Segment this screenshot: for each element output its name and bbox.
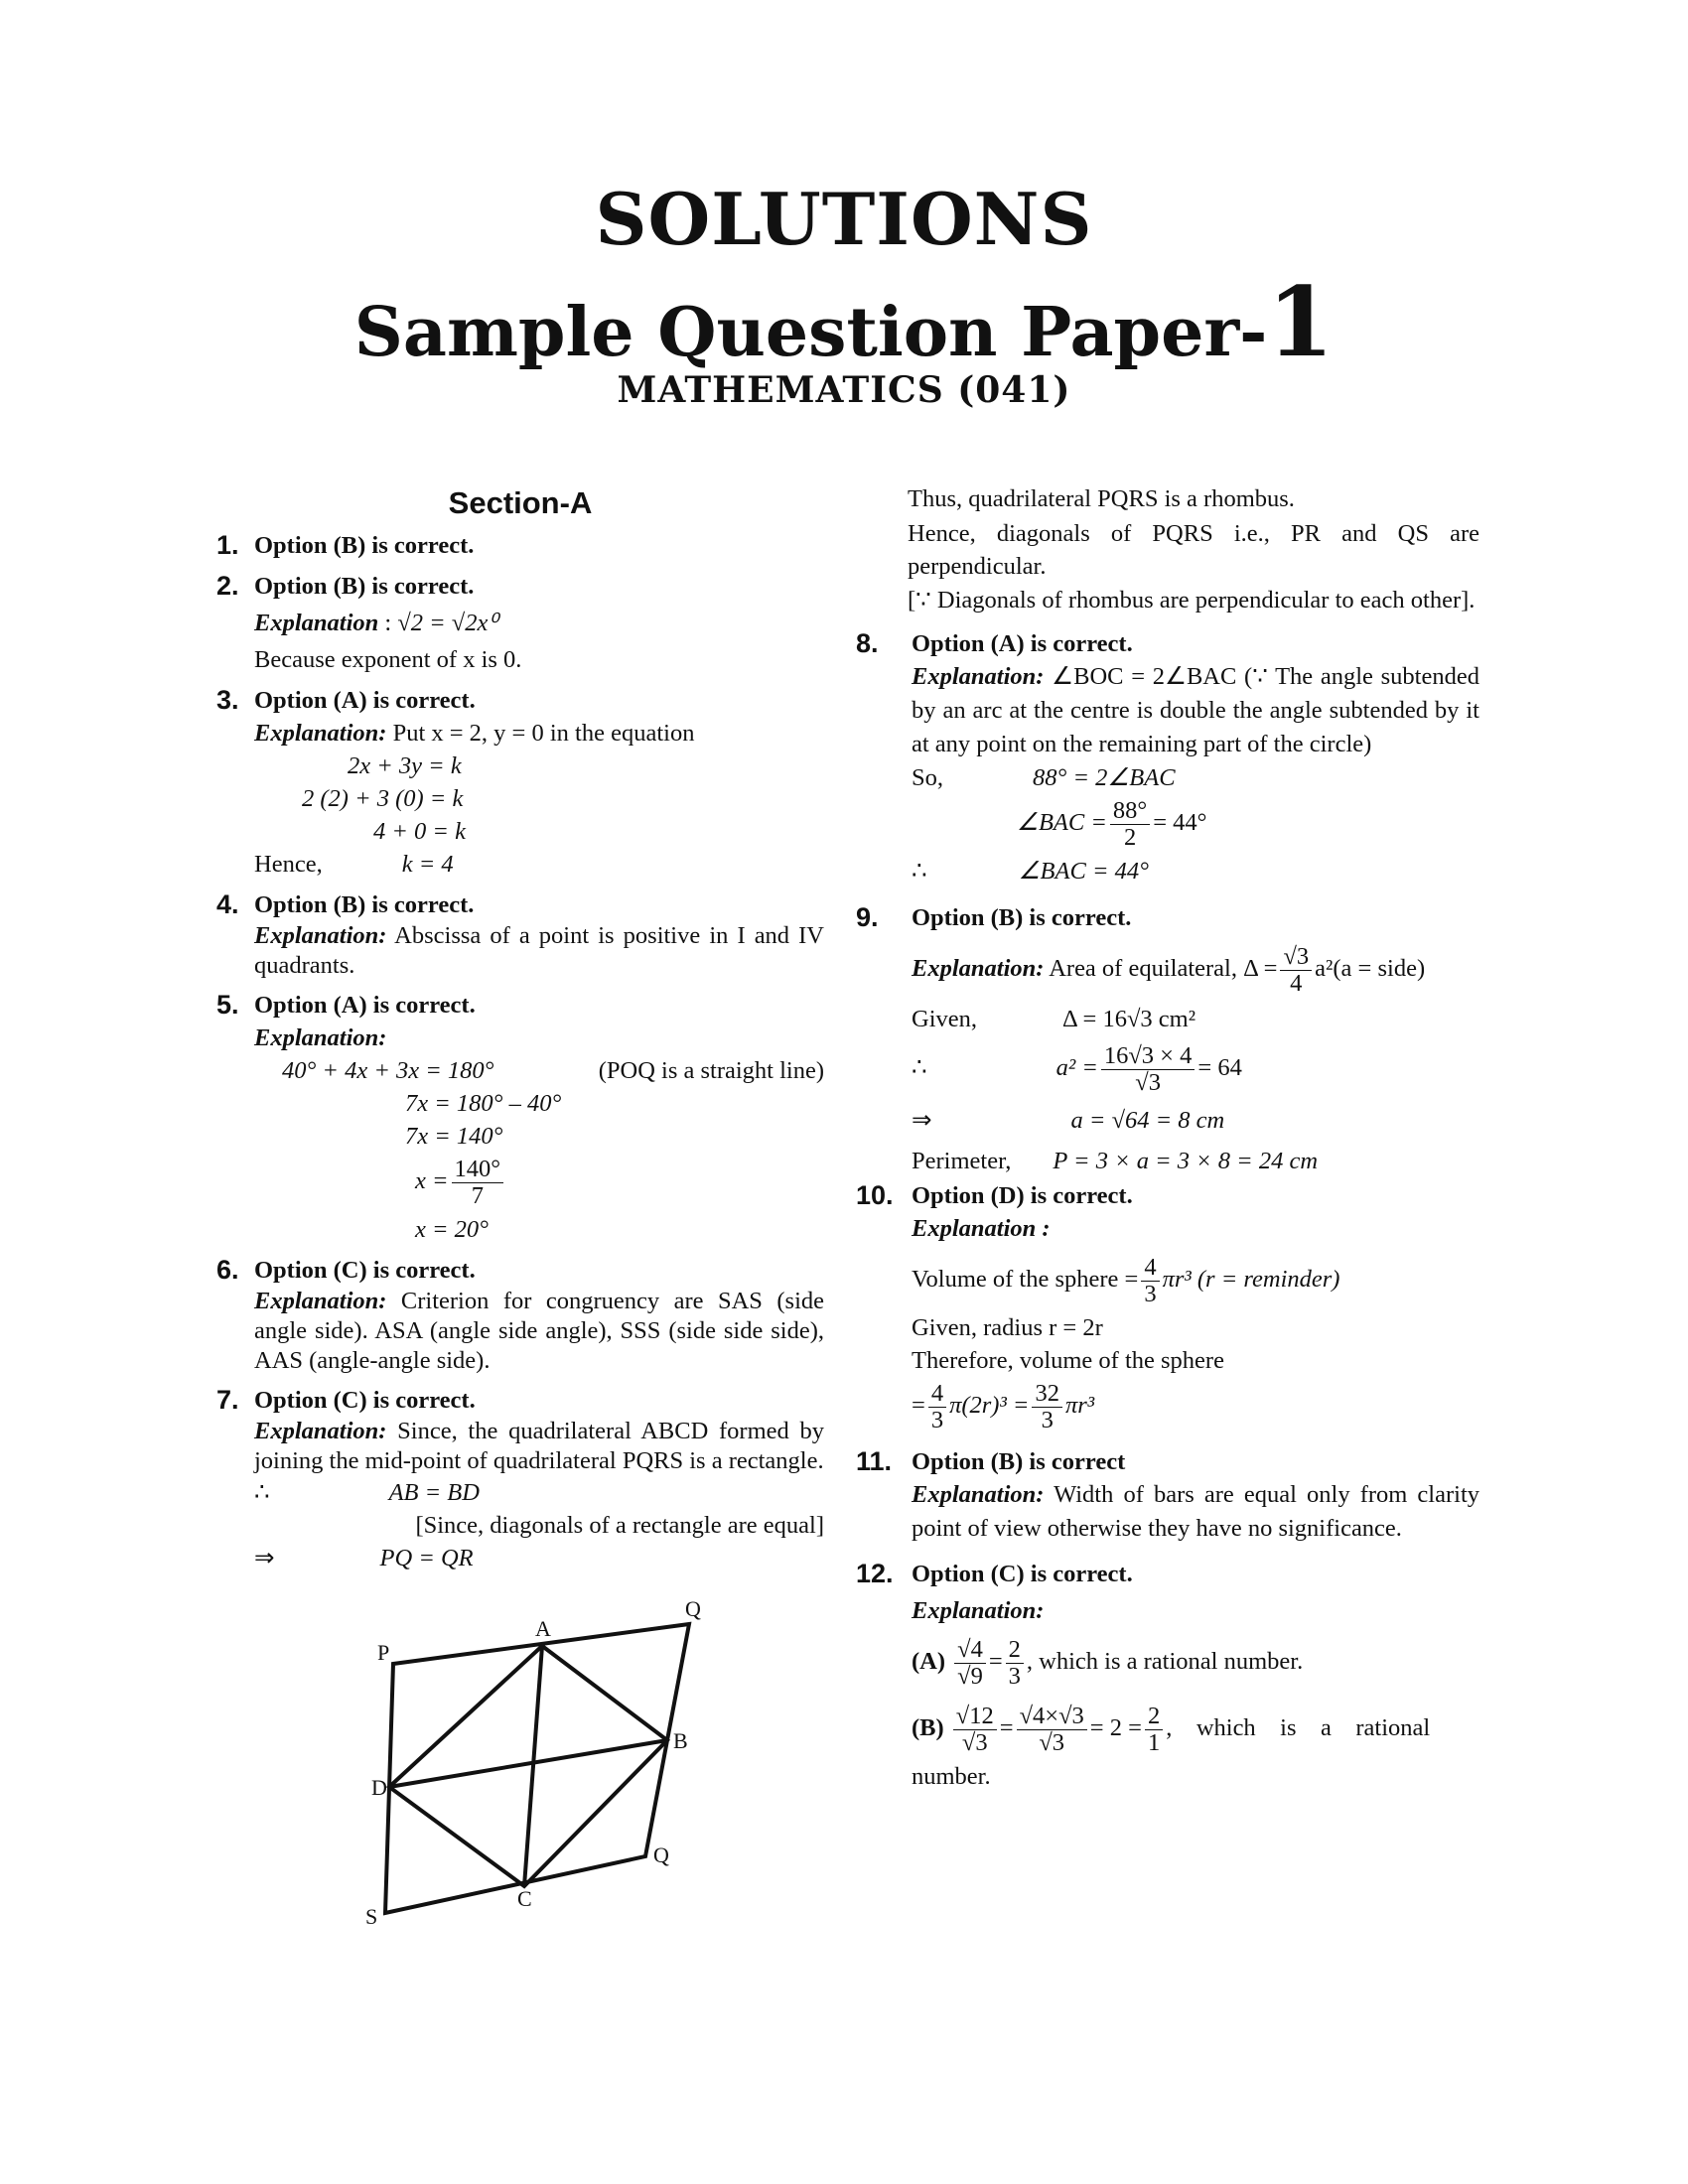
question-number: 9. bbox=[856, 902, 879, 932]
option-b-label: (B) bbox=[912, 1714, 944, 1742]
explanation-text: Put x = 2, y = 0 in the equation bbox=[386, 720, 695, 747]
hence-label: Hence, bbox=[254, 851, 323, 878]
explanation-label: Explanation: bbox=[254, 1024, 387, 1051]
numerator: √12 bbox=[953, 1704, 997, 1730]
equation-part: πr³ bbox=[1064, 1392, 1095, 1420]
equation-line bbox=[912, 1145, 1479, 1177]
therefore-symbol: ∴ bbox=[912, 1054, 927, 1082]
equation-line bbox=[912, 1255, 1479, 1307]
equation-rhs: = 64 bbox=[1197, 1054, 1242, 1082]
equation: k = 4 bbox=[401, 851, 454, 878]
numerator: 88° bbox=[1110, 798, 1150, 825]
option-a-text: , which is a rational number. bbox=[1026, 1648, 1304, 1676]
perimeter-label: Perimeter, bbox=[912, 1148, 1012, 1174]
option-b-text: , which is a rational bbox=[1166, 1714, 1431, 1742]
equation-line bbox=[912, 761, 1479, 794]
label-a: A bbox=[535, 1616, 551, 1641]
right-column bbox=[856, 482, 1479, 1793]
label-q-bottom: Q bbox=[653, 1843, 669, 1867]
option-b-line: (B) $\frac{√12}{√3}$ = $\frac{√4\times√3}{√3}$ = 2 = $\frac{2}{1}$ , which is a rational bbox=[912, 1703, 1431, 1756]
equation: 2 (2) + 3 (0) = k bbox=[302, 785, 464, 812]
given-label: Given, bbox=[912, 1006, 977, 1032]
outer-quadrilateral-pqrs bbox=[385, 1624, 689, 1913]
denominator: 1 bbox=[1147, 1729, 1161, 1756]
fraction bbox=[954, 1637, 986, 1690]
equation-line bbox=[912, 798, 1479, 851]
question-3 bbox=[216, 684, 824, 881]
subtitle-number: 1 bbox=[1267, 266, 1335, 378]
explanation-label: Explanation bbox=[254, 610, 379, 636]
quadrilateral-diagram bbox=[365, 1596, 771, 1929]
equation-part: π(2r)³ = bbox=[949, 1392, 1030, 1420]
equation: 7x = 180° – 40° bbox=[405, 1090, 562, 1117]
equation-line bbox=[254, 1120, 824, 1153]
question-10 bbox=[856, 1179, 1479, 1433]
equation-line bbox=[254, 1054, 824, 1087]
equation: AB = BD bbox=[388, 1479, 480, 1506]
label-c: C bbox=[517, 1886, 532, 1911]
explanation-line: Because exponent of x is 0. bbox=[254, 646, 522, 673]
equals-sign: = bbox=[912, 1392, 925, 1420]
denominator: √3 bbox=[1039, 1729, 1065, 1756]
question-number: 12. bbox=[856, 1559, 894, 1588]
equation: P = 3 × a = 3 × 8 = 24 cm bbox=[1053, 1148, 1319, 1174]
implies-symbol: ⇒ bbox=[912, 1107, 932, 1134]
equation: a = √64 = 8 cm bbox=[1070, 1107, 1225, 1134]
denominator: √9 bbox=[957, 1663, 983, 1690]
equation-rhs: πr³ (r = reminder) bbox=[1162, 1266, 1340, 1294]
equation-line bbox=[254, 1213, 824, 1246]
question-1 bbox=[216, 529, 824, 562]
explanation-label: Explanation: bbox=[912, 1597, 1045, 1624]
question-11 bbox=[856, 1445, 1479, 1546]
denominator: √3 bbox=[961, 1729, 988, 1756]
explanation-text: Area of equilateral, Δ = bbox=[1044, 955, 1278, 983]
explanation-label: Explanation: bbox=[912, 1481, 1045, 1508]
answer-option: Option (C) is correct. bbox=[254, 1387, 476, 1414]
question-number: 5. bbox=[216, 990, 239, 1020]
explanation-label: Explanation: bbox=[254, 922, 387, 949]
section-heading: Section-A bbox=[448, 485, 593, 520]
denominator: 2 bbox=[1123, 824, 1137, 851]
numerator: 32 bbox=[1032, 1381, 1062, 1408]
fraction bbox=[953, 1704, 997, 1756]
equation-line bbox=[912, 1381, 1479, 1433]
label-p: P bbox=[377, 1640, 390, 1665]
explanation-label: Explanation: bbox=[912, 955, 1045, 983]
question-9 bbox=[856, 901, 1479, 1177]
equation-line bbox=[254, 782, 824, 815]
numerator: 4 bbox=[928, 1381, 946, 1408]
answer-option: Option (B) is correct. bbox=[254, 891, 475, 918]
numerator: √4×√3 bbox=[1017, 1704, 1087, 1730]
equation-line bbox=[912, 855, 1479, 887]
equation-lhs: x = bbox=[415, 1167, 449, 1195]
denominator: 3 bbox=[1008, 1663, 1021, 1690]
equation: x = 20° bbox=[415, 1216, 489, 1243]
explanation-label: Explanation: bbox=[254, 1288, 387, 1314]
question-12 bbox=[856, 1558, 1479, 1793]
explanation-rhs: a²(a = side) bbox=[1315, 955, 1426, 983]
continuation-line: Hence, diagonals of PQRS i.e., PR and QS are perpendicular. bbox=[908, 520, 1479, 580]
numerator: 2 bbox=[1006, 1637, 1024, 1664]
numerator: 2 bbox=[1145, 1704, 1163, 1730]
equation-line: Therefore, volume of the sphere bbox=[912, 1347, 1224, 1374]
explanation-separator: : bbox=[378, 610, 398, 636]
explanation-label: Explanation: bbox=[254, 720, 387, 747]
equation-line bbox=[254, 750, 824, 782]
equation: ∠BAC = 44° bbox=[1018, 858, 1149, 885]
subtitle-text: Sample Question Paper- bbox=[353, 293, 1268, 372]
option-a-label: (A) bbox=[912, 1648, 946, 1676]
denominator: 3 bbox=[930, 1407, 944, 1433]
denominator: 3 bbox=[1041, 1407, 1054, 1433]
question-number: 3. bbox=[216, 685, 239, 715]
reason-line: [Since, diagonals of a rectangle are equal] bbox=[415, 1512, 824, 1539]
diagonal-ac bbox=[524, 1646, 542, 1886]
equation: 40° + 4x + 3x = 180° bbox=[282, 1057, 494, 1084]
explanation-text: √2 = √2x⁰ bbox=[397, 610, 498, 636]
equation-line bbox=[254, 1157, 824, 1209]
explanation-label: Explanation : bbox=[912, 1215, 1051, 1242]
equation-rhs: = 44° bbox=[1153, 809, 1207, 837]
equation-line bbox=[254, 815, 824, 848]
fraction bbox=[1032, 1381, 1062, 1433]
option-b-continuation: number. bbox=[912, 1763, 991, 1790]
question-2 bbox=[216, 570, 824, 676]
answer-option: Option (A) is correct. bbox=[912, 630, 1133, 657]
equation: 88° = 2∠BAC bbox=[1033, 764, 1176, 791]
continuation-line: [∵ Diagonals of rhombus are perpendicular to each other]. bbox=[908, 587, 1476, 614]
answer-option: Option (A) is correct. bbox=[254, 992, 476, 1019]
denominator: 7 bbox=[471, 1182, 484, 1209]
question-number: 8. bbox=[856, 628, 879, 658]
label-b: B bbox=[673, 1728, 688, 1753]
question-6 bbox=[216, 1254, 824, 1376]
question-number: 6. bbox=[216, 1255, 239, 1285]
fraction bbox=[1017, 1704, 1087, 1756]
q7-continuation bbox=[908, 482, 1479, 615]
question-number: 1. bbox=[216, 530, 239, 560]
numerator: 140° bbox=[452, 1157, 504, 1183]
question-number: 7. bbox=[216, 1385, 239, 1415]
numerator: 16√3 × 4 bbox=[1101, 1043, 1196, 1070]
therefore-symbol: ∴ bbox=[912, 858, 927, 885]
answer-option: Option (B) is correct. bbox=[254, 532, 475, 559]
continuation-line: Thus, quadrilateral PQRS is a rhombus. bbox=[908, 485, 1295, 512]
equation-line: Given, radius r = 2r bbox=[912, 1314, 1103, 1341]
explanation-text: Criterion for congruency are SAS (side angle side). ASA (angle side angle), SSS (side side side), AAS (angle-angle side). bbox=[254, 1288, 824, 1374]
question-8 bbox=[856, 627, 1479, 887]
fraction bbox=[452, 1157, 504, 1209]
numerator: √4 bbox=[954, 1637, 986, 1664]
denominator: √3 bbox=[1135, 1069, 1161, 1096]
equation-line bbox=[254, 1087, 824, 1120]
equation-line bbox=[254, 1542, 824, 1574]
question-5 bbox=[216, 989, 824, 1246]
answer-option: Option (D) is correct. bbox=[912, 1182, 1133, 1209]
answer-option: Option (C) is correct. bbox=[254, 1257, 476, 1284]
equation: PQ = QR bbox=[379, 1545, 474, 1571]
label-s: S bbox=[365, 1904, 378, 1929]
page-subtitle bbox=[0, 266, 1688, 378]
fraction bbox=[928, 1381, 946, 1433]
fraction bbox=[1110, 798, 1150, 851]
answer-option: Option (B) is correct bbox=[912, 1448, 1126, 1475]
subject-title: MATHEMATICS (041) bbox=[617, 369, 1071, 411]
equation-line bbox=[912, 1104, 1479, 1137]
fraction bbox=[1141, 1255, 1159, 1307]
page-title: SOLUTIONS bbox=[595, 177, 1093, 261]
denominator: 3 bbox=[1144, 1281, 1157, 1307]
answer-option: Option (B) is correct. bbox=[912, 904, 1132, 931]
label-q-top: Q bbox=[685, 1596, 701, 1621]
equation-line bbox=[254, 1476, 824, 1509]
answer-option: Option (B) is correct. bbox=[254, 573, 475, 600]
fraction bbox=[1101, 1043, 1196, 1096]
question-4 bbox=[216, 888, 824, 981]
implies-symbol: ⇒ bbox=[254, 1545, 275, 1571]
equation-lhs: a² = bbox=[1055, 1054, 1098, 1082]
equation-lhs: Volume of the sphere = bbox=[912, 1266, 1139, 1294]
label-d: D bbox=[371, 1775, 387, 1800]
denominator: 4 bbox=[1290, 970, 1303, 997]
explanation-text: Since, the quadrilateral ABCD formed by joining the mid-point of quadrilateral PQRS is a rectangle. bbox=[254, 1418, 824, 1474]
option-b-middle: = 2 = bbox=[1089, 1714, 1142, 1742]
explanation-text: Abscissa of a point is positive in I and IV quadrants. bbox=[254, 922, 824, 979]
fraction bbox=[1006, 1637, 1024, 1690]
equation: 2x + 3y = k bbox=[348, 752, 462, 779]
option-a-line: (A) $\frac{√4}{√9}$ = $\frac{2}{3}$ , which is a rational number. bbox=[912, 1636, 1304, 1690]
fraction bbox=[1145, 1704, 1163, 1756]
equation: Δ = 16√3 cm² bbox=[1062, 1006, 1196, 1032]
therefore-symbol: ∴ bbox=[254, 1479, 270, 1506]
explanation-text: ∠BOC = 2∠BAC (∵ The angle subtended by an arc at the centre is double the angle subtended by it at any point on the remaining part of the circle) bbox=[912, 663, 1479, 757]
fraction bbox=[1280, 944, 1312, 997]
question-number: 4. bbox=[216, 889, 239, 919]
equation-line bbox=[254, 848, 824, 881]
explanation-label: Explanation: bbox=[254, 1418, 387, 1444]
explanation-text: Width of bars are equal only from clarity point of view otherwise they have no significance. bbox=[912, 1481, 1479, 1542]
left-column bbox=[216, 475, 824, 1933]
equation-note: (POQ is a straight line) bbox=[598, 1057, 824, 1084]
equation-line bbox=[912, 1043, 1479, 1096]
equation-line bbox=[912, 1003, 1479, 1035]
question-number: 10. bbox=[856, 1180, 894, 1210]
equation: 4 + 0 = k bbox=[373, 818, 466, 845]
equation: 7x = 140° bbox=[405, 1123, 503, 1150]
question-number: 11. bbox=[856, 1446, 893, 1476]
question-number: 2. bbox=[216, 571, 239, 601]
numerator: √3 bbox=[1280, 944, 1312, 971]
answer-option: Option (C) is correct. bbox=[912, 1561, 1133, 1587]
question-7 bbox=[216, 1384, 824, 1933]
explanation-label: Explanation: bbox=[912, 663, 1045, 690]
answer-option: Option (A) is correct. bbox=[254, 687, 476, 714]
so-label: So, bbox=[912, 764, 944, 791]
equation-lhs: ∠BAC = bbox=[1017, 809, 1107, 837]
numerator: 4 bbox=[1141, 1255, 1159, 1282]
